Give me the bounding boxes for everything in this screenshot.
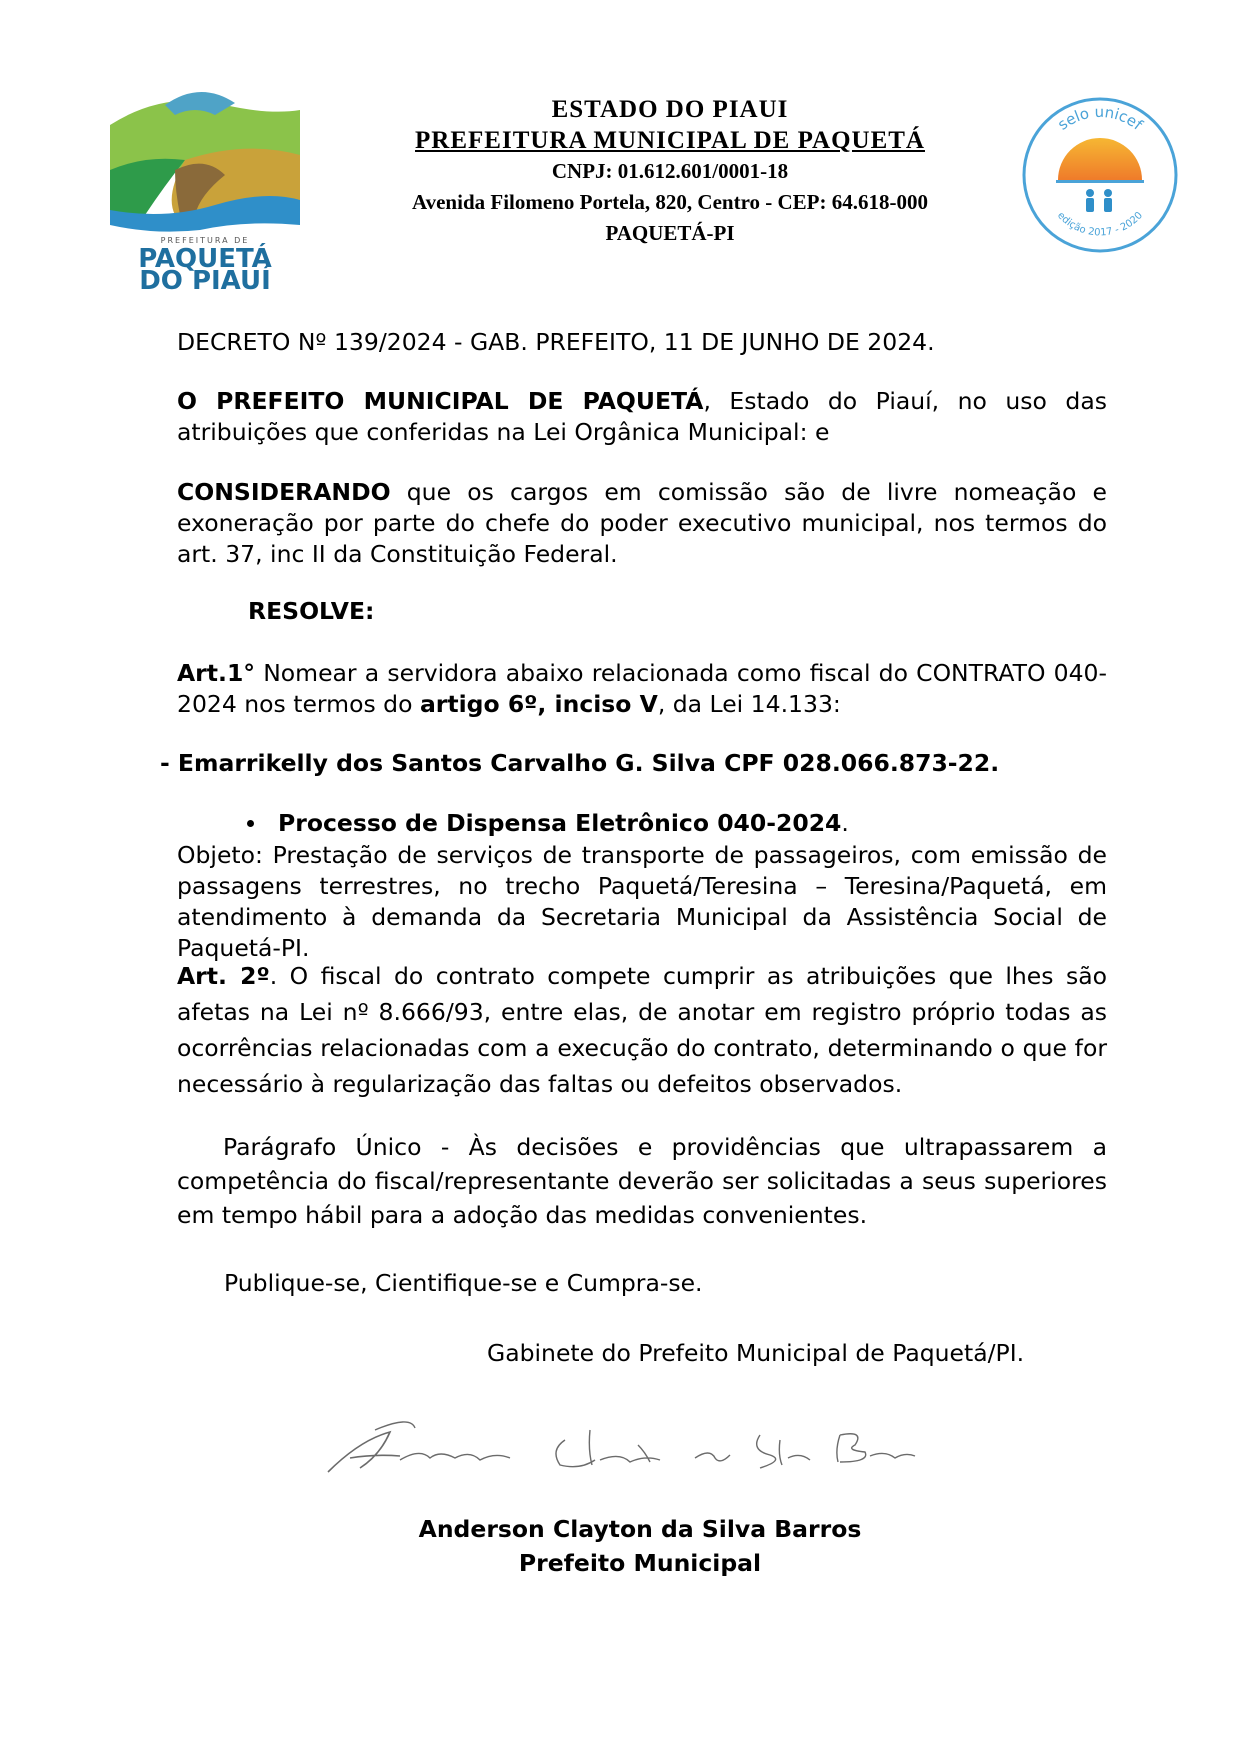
intro-bold: O PREFEITO MUNICIPAL DE PAQUETÁ	[177, 387, 704, 415]
svg-text:PREFEITURA DE: PREFEITURA DE	[160, 236, 250, 245]
letterhead	[340, 94, 1000, 249]
decree-heading: DECRETO Nº 139/2024 - GAB. PREFEITO, 11 DE JUNHO DE 2024.	[177, 328, 935, 356]
svg-text:selo unicef: selo unicef	[1054, 102, 1146, 134]
paragraph-unique: Parágrafo Único - Às decisões e providências que ultrapassarem a competência do fiscal/representante deverão ser solicitadas a seus superiores em tempo hábil para a adoção das medidas convenientes.	[177, 1133, 1107, 1229]
considerando-paragraph	[177, 477, 1107, 570]
handwritten-signature	[320, 1410, 920, 1490]
signer-role: Prefeito Municipal	[518, 1549, 762, 1577]
article-1-bold: artigo 6º, inciso V	[419, 690, 658, 718]
paqueta-municipal-logo	[105, 85, 305, 290]
object-paragraph: Objeto: Prestação de serviços de transporte de passageiros, com emissão de passagens terrestres, no trecho Paquetá/Teresina – Teresina/Paquetá, em atendimento à demanda da Secretaria Municipal da Assistência Social de Paquetá-PI.	[177, 841, 1107, 962]
process-line	[278, 806, 849, 840]
cabinet-line: Gabinete do Prefeito Municipal de Paquetá/PI.	[487, 1339, 1025, 1367]
process-end: .	[841, 809, 849, 837]
bullet-icon	[247, 820, 254, 827]
considerando-text: que os cargos em comissão são de livre nomeação e exoneração por parte do chefe do poder executivo municipal, nos termos do art. 37, inc II da Constituição Federal.	[177, 478, 1107, 568]
signer-block	[390, 1512, 890, 1580]
article-1-text-b: , da Lei 14.133:	[657, 690, 841, 718]
svg-text:DO PIAUÍ: DO PIAUÍ	[139, 266, 271, 290]
considerando-bold: CONSIDERANDO	[177, 478, 391, 506]
appointee: - Emarrikelly dos Santos Carvalho G. Silva CPF 028.066.873-22.	[160, 749, 1000, 777]
process-bold: Processo de Dispensa Eletrônico 040-2024	[278, 809, 842, 837]
svg-text:edição 2017 - 2020: edição 2017 - 2020	[1054, 210, 1146, 239]
city: PAQUETÁ-PI	[605, 221, 735, 245]
address: Avenida Filomeno Portela, 820, Centro - CEP: 64.618-000	[412, 190, 928, 214]
article-2	[177, 958, 1107, 1102]
cnpj: CNPJ: 01.612.601/0001-18	[551, 159, 789, 183]
intro-paragraph	[177, 386, 1107, 448]
article-1-label: Art.1°	[177, 659, 256, 687]
signer-name: Anderson Clayton da Silva Barros	[418, 1515, 862, 1543]
prefeitura-name: PREFEITURA MUNICIPAL DE PAQUETÁ	[415, 127, 925, 154]
publish-line: Publique-se, Cientifique-se e Cumpra-se.	[224, 1269, 703, 1297]
svg-text:PAQUETÁ: PAQUETÁ	[138, 244, 272, 274]
article-2-text: . O fiscal do contrato compete cumprir as atribuições que lhes são afetas na Lei nº 8.666/93, entre elas, de anotar em registro próprio todas as ocorrências relacionadas com a execução do contrato, determinando o que for necessário à regularização das faltas ou defeitos observados.	[177, 962, 1107, 1098]
state-name: ESTADO DO PIAUI	[551, 96, 789, 123]
resolve-heading: RESOLVE:	[248, 597, 375, 625]
unicef-seal-logo	[1020, 95, 1180, 255]
article-2-label: Art. 2º	[177, 962, 270, 990]
article-1-text-a: Nomear a servidora abaixo relacionada como fiscal do CONTRATO 040-2024 nos termos do	[177, 659, 1107, 718]
article-1	[177, 658, 1107, 720]
intro-text: , Estado do Piauí, no uso das atribuições que conferidas na Lei Orgânica Municipal: e	[177, 387, 1107, 446]
